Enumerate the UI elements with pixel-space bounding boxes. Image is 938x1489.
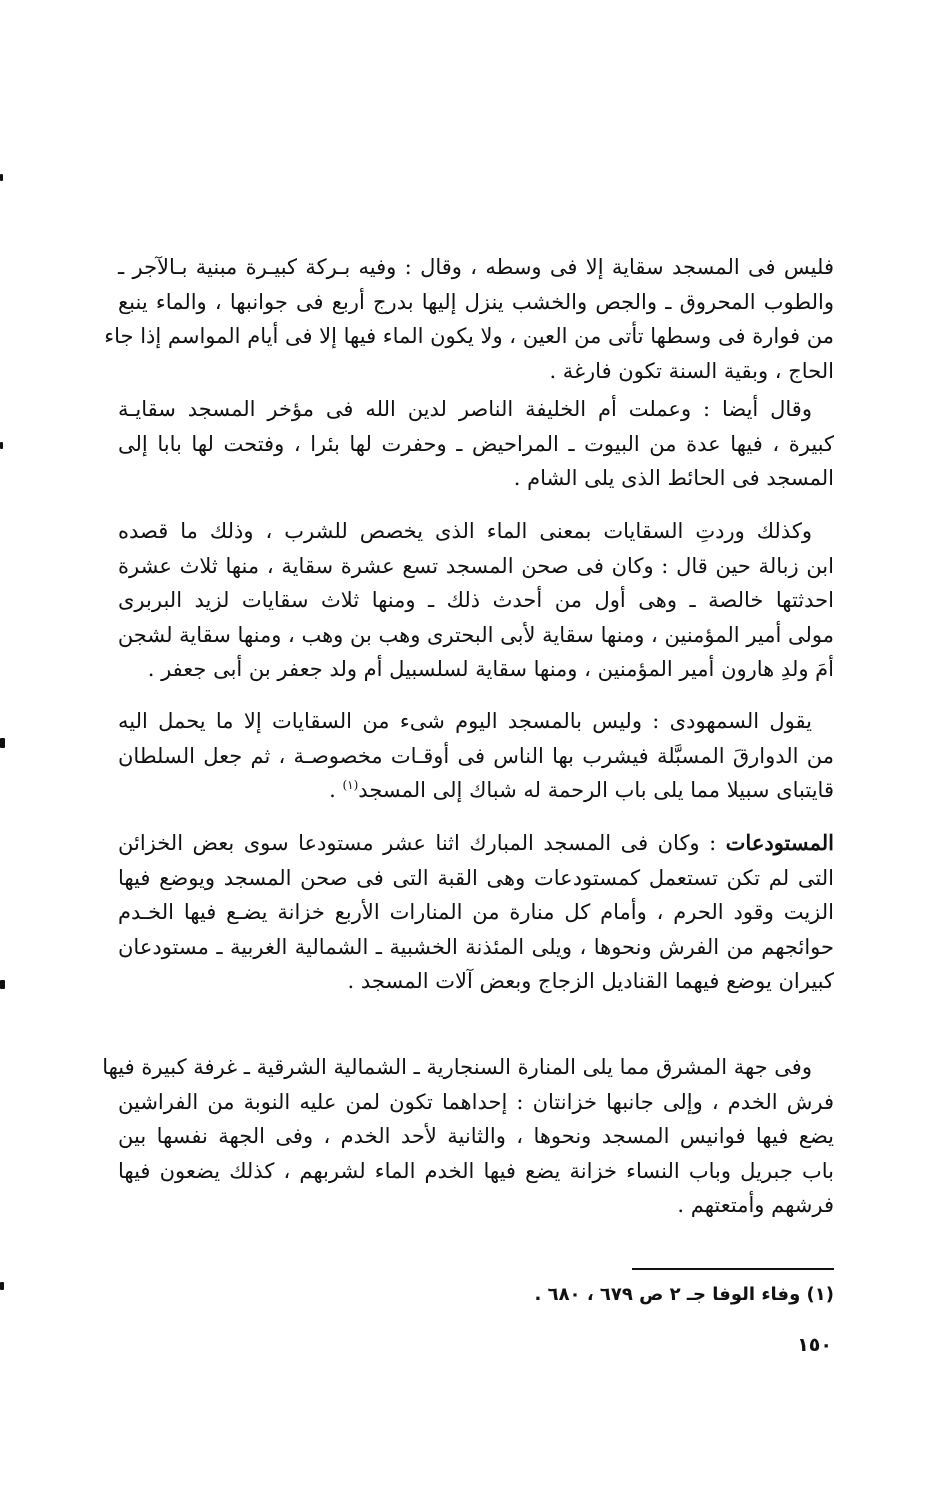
text-line: فرش الخدم ، وإلى جانبها خزانتان : إحداهما تكون لمن عليه النوبة من الفراشين xyxy=(118,1089,834,1114)
text-line: وقال أيضا : وعملت أم الخليفة الناصر لدين الله فى مؤخر المسجد سقايـة xyxy=(118,397,812,421)
text-line: يضع فيها فوانيس المسجد ونحوها ، والثانية لأحد الخدم ، وفى الجهة نفسها بين xyxy=(118,1124,834,1148)
text-line: الحاج ، وبقية السنة تكون فارغة . xyxy=(549,358,834,383)
section-heading: المستودعات xyxy=(725,830,834,855)
text-line: حوائجهم من الفرش ونحوها ، ويلى المئذنة الخشبية ـ الشمالية الغربية ـ مستودعان xyxy=(118,934,834,959)
text-line: احدثتها خالصة ـ وهى أول من أحدث ذلك ـ ومنها ثلاث سقايات لزيد البربرى xyxy=(118,588,834,612)
paragraph-5 xyxy=(118,826,834,999)
text-line: الزيت وقود الحرم ، وأمام كل منارة من المنارات الأربع خزانة يضـع فيها الخـدم xyxy=(118,900,834,924)
page-number: ١٥٠ xyxy=(797,1334,832,1356)
text-line: كبيرة ، فيها عدة من البيوت ـ المراحيض ـ وحفرت لها بئرا ، وفتحت لها بابا إلى xyxy=(118,431,834,456)
paragraph-4 xyxy=(118,704,834,808)
paragraph-1 xyxy=(104,250,834,388)
text-line: وفى جهة المشرق مما يلى المنارة السنجارية ـ الشمالية الشرقية ـ غرفة كبيرة فيها xyxy=(102,1055,812,1079)
scan-edge-mark xyxy=(0,1282,4,1290)
text-line-with-heading xyxy=(118,826,834,861)
text-line-with-footnote xyxy=(118,773,834,808)
text-line: قايتباى سبيلا مما يلى باب الرحمة له شباك إلى المسجد xyxy=(358,778,834,802)
text-line: من الدوارقَ المسبَّلة فيشرب بها الناس فى أوقـات مخصوصـة ، ثم جعل السلطان xyxy=(118,743,834,768)
text-line: من فوارة فى وسطها تأتى من العين ، ولا يكون الماء فيها إلا فى أيام المواسم إذا جاء xyxy=(104,324,834,348)
text-line: : وكان فى المسجد المبارك اثنا عشر مستودعا سوى بعض الخزائن xyxy=(118,831,726,855)
text-line: المسجد فى الحائط الذى يلى الشام . xyxy=(513,466,834,490)
text-line: فرشهم وأمتعتهم . xyxy=(677,1193,834,1217)
scan-edge-mark xyxy=(0,442,3,449)
text-line: يقول السمهودى : وليس بالمسجد اليوم شىء من السقايات إلا ما يحمل اليه xyxy=(118,709,812,733)
paragraph-3 xyxy=(118,514,834,687)
text-line: فليس فى المسجد سقاية إلا فى وسطه ، وقال : وفيه بـركة كبيـرة مبنية بـالآجر ـ xyxy=(118,255,834,279)
paragraph-6 xyxy=(102,1050,834,1223)
scan-edge-mark xyxy=(0,174,3,181)
scan-edge-mark xyxy=(0,738,5,748)
footnote: (١) وفاء الوفا جـ ٢ ص ٦٧٩ ، ٦٨٠ . xyxy=(534,1284,834,1305)
footnote-reference: (١) xyxy=(342,778,359,792)
footnote-divider xyxy=(632,1268,834,1270)
text-line: مولى أمير المؤمنين ، ومنها سقاية لأبى البحترى وهب بن وهب ، ومنها سقاية لشجن xyxy=(117,622,834,647)
text-line: ابن زبالة حين قال : وكان فى صحن المسجد تسع عشرة سقاية ، منها ثلاث عشرة xyxy=(118,553,834,578)
text-line: كبيران يوضع فيهما القناديل الزجاج وبعض آلات المسجد . xyxy=(347,969,834,993)
scan-edge-mark xyxy=(0,980,5,989)
line-end-punctuation: . xyxy=(329,778,343,802)
text-line: وكذلك وردتِ السقايات بمعنى الماء الذى يخصص للشرب ، وذلك ما قصده xyxy=(118,519,812,543)
text-line: والطوب المحروق ـ والجص والخشب ينزل إليها بدرج أربع فى جوانبها ، والماء ينبع xyxy=(118,289,834,314)
paragraph-2 xyxy=(118,392,834,496)
text-line: التى لم تكن تستعمل كمستودعات وهى القبة التى فى صحن المسجد ويوضع فيها xyxy=(118,865,834,890)
text-line: أمَ ولدِ هارون أمير المؤمنين ، ومنها سقاية لسلسبيل أم ولد جعفر بن أبى جعفر . xyxy=(147,657,834,681)
text-line: باب جبريل وباب النساء خزانة يضع فيها الخدم الماء لشربهم ، كذلك يضعون فيها xyxy=(118,1158,834,1183)
